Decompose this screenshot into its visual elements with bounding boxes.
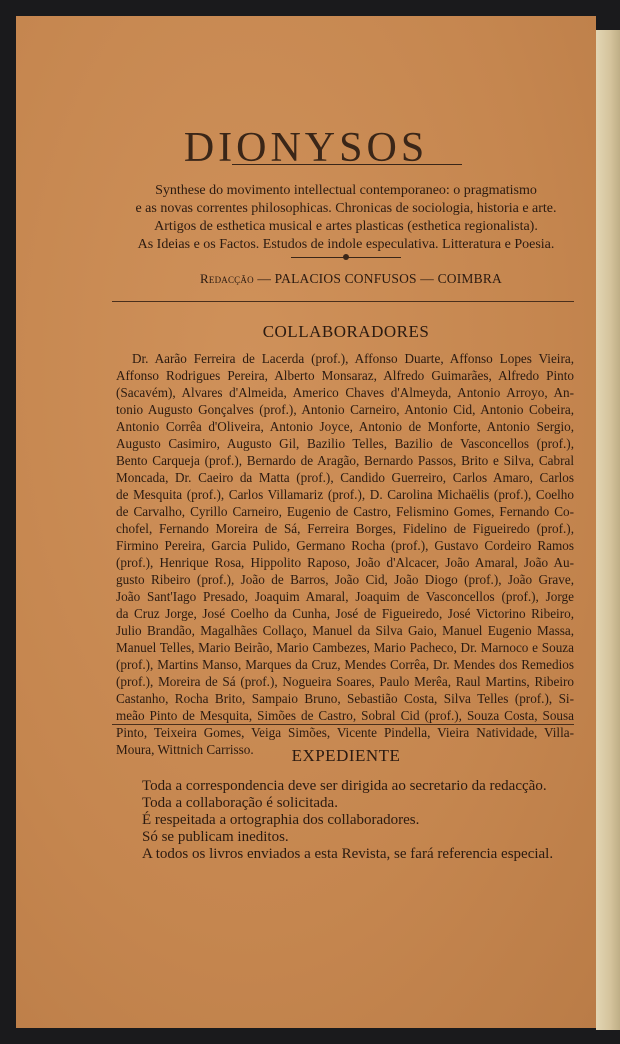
collaborators-line: de Mesquita (prof.), Carlos Villamariz (prof.), D. Carolina Michaëlis (prof.), Coelho	[116, 487, 574, 502]
address-label: Redacção	[200, 271, 254, 286]
collaborators-line: Bento Carqueja (prof.), Bernardo de Aragão, Bernardo Passos, Brito e Silva, Cabral	[116, 453, 574, 468]
collaborators-line: Pinto, Teixeira Gomes, Veiga Simões, Vicente Pindella, Vieira Natividade, Villa-	[116, 725, 574, 740]
expediente-line: É respeitada a ortographia dos collaboradores.	[142, 812, 420, 828]
ornament-dot	[343, 254, 349, 260]
collaborators-line: Moura, Wittnich Carrisso.	[116, 742, 254, 757]
collaborators-line: (prof.), Moreira de Sá (prof.), Nogueira Soares, Paulo Merêa, Raul Martins, Ribeiro	[116, 674, 574, 689]
collaborators-line: Manuel Telles, Mario Beirão, Mario Cambezes, Mario Pacheco, Dr. Marnoco e Souza	[116, 640, 574, 655]
address-value: — PALACIOS CONFUSOS — COIMBRA	[257, 271, 502, 286]
collaborators-line: Moncada, Dr. Caeiro da Matta (prof.), Candido Guerreiro, Carlos Amaro, Carlos	[116, 470, 574, 485]
collaborators-line: Augusto Casimiro, Augusto Gil, Bazilio Telles, Bazilio de Vasconcellos (prof.),	[116, 436, 574, 451]
collaborators-line: da Cruz Jorge, José Coelho da Cunha, José de Figueiredo, José Victorino Ribeiro,	[116, 606, 574, 621]
adjacent-page-edge	[596, 30, 620, 1030]
section-divider	[112, 301, 574, 302]
collaborators-line: chofel, Fernando Moreira de Sá, Ferreira Borges, Fidelino de Figueiredo (prof.),	[116, 521, 574, 536]
expediente-line: Toda a correspondencia deve ser dirigida ao secretario da redacção.	[142, 778, 547, 794]
expediente-line: Só se publicam ineditos.	[142, 829, 289, 845]
description-line: e as novas correntes philosophicas. Chronicas de sociologia, historia e arte.	[135, 201, 557, 216]
description-line: Synthese do movimento intellectual contemporaneo: o pragmatismo	[155, 183, 537, 198]
collaborators-list	[116, 350, 574, 758]
collaborators-line: de Carvalho, Cyrillo Carneiro, Eugenio de Castro, Felismino Gomes, Fernando Co-	[116, 504, 574, 519]
collaborators-line: Julio Brandão, Magalhães Collaço, Manuel da Silva Gaio, Manuel Eugenio Massa,	[116, 623, 574, 638]
description-block	[126, 182, 566, 254]
expediente-line: Toda a collaboração é solicitada.	[142, 795, 338, 811]
expediente-heading: EXPEDIENTE	[291, 746, 401, 765]
collaborators-line: Antonio Corrêa d'Oliveira, Antonio Joyce, Antonio de Monforte, Antonio Sergio,	[116, 419, 574, 434]
collaborators-line: tonio Augusto Gonçalves (prof.), Antonio Carneiro, Antonio Cid, Antonio Cobeira,	[116, 402, 574, 417]
collaborators-line: Castanho, Rocha Brito, Sampaio Bruno, Sebastião Costa, Silva Telles (prof.), Si-	[116, 691, 574, 706]
collaborators-line: Affonso Rodrigues Pereira, Alberto Monsaraz, Alfredo Guimarães, Alfredo Pinto	[116, 368, 574, 383]
collaborators-line: Dr. Aarão Ferreira de Lacerda (prof.), Affonso Duarte, Affonso Lopes Vieira,	[132, 351, 574, 366]
collaborators-line: (prof.), Henrique Rosa, Hippolito Raposo, João d'Alcacer, João Amaral, João Au-	[116, 555, 574, 570]
collaborators-line: João Sant'Iago Presado, Joaquim Amaral, Joaquim de Vasconcellos (prof.), Jorge	[116, 589, 574, 604]
section-divider	[112, 724, 574, 725]
collaborators-line: gusto Ribeiro (prof.), João de Barros, João Cid, João Diogo (prof.), João Grave,	[116, 572, 574, 587]
collaborators-line: (prof.), Martins Manso, Marques da Cruz, Mendes Corrêa, Dr. Mendes dos Remedios	[116, 657, 574, 672]
back-cover-page	[16, 16, 596, 1028]
collaborators-line: (Sacavém), Alvares d'Almeida, Americo Chaves d'Almeyda, Antonio Arroyo, An-	[116, 385, 574, 400]
expediente-notes	[142, 778, 582, 863]
collaborators-line: Firmino Pereira, Garcia Pulido, Germano Rocha (prof.), Gustavo Cordeiro Ramos	[116, 538, 574, 553]
collaborators-line: meão Pinto de Mesquita, Simões de Castro, Sobral Cid (prof.), Souza Costa, Sousa	[116, 708, 574, 723]
description-line: Artigos de esthetica musical e artes plasticas (esthetica regionalista).	[154, 219, 538, 234]
description-line: As Ideias e os Factos. Estudos de indole especulativa. Litteratura e Poesia.	[137, 237, 555, 252]
collaborators-heading: COLLABORADORES	[262, 322, 430, 341]
expediente-line: A todos os livros enviados a esta Revista, se fará referencia especial.	[142, 846, 554, 862]
title-underline	[232, 164, 462, 165]
editorial-address	[111, 271, 591, 287]
magazine-title: DIONYSOS	[183, 125, 429, 171]
